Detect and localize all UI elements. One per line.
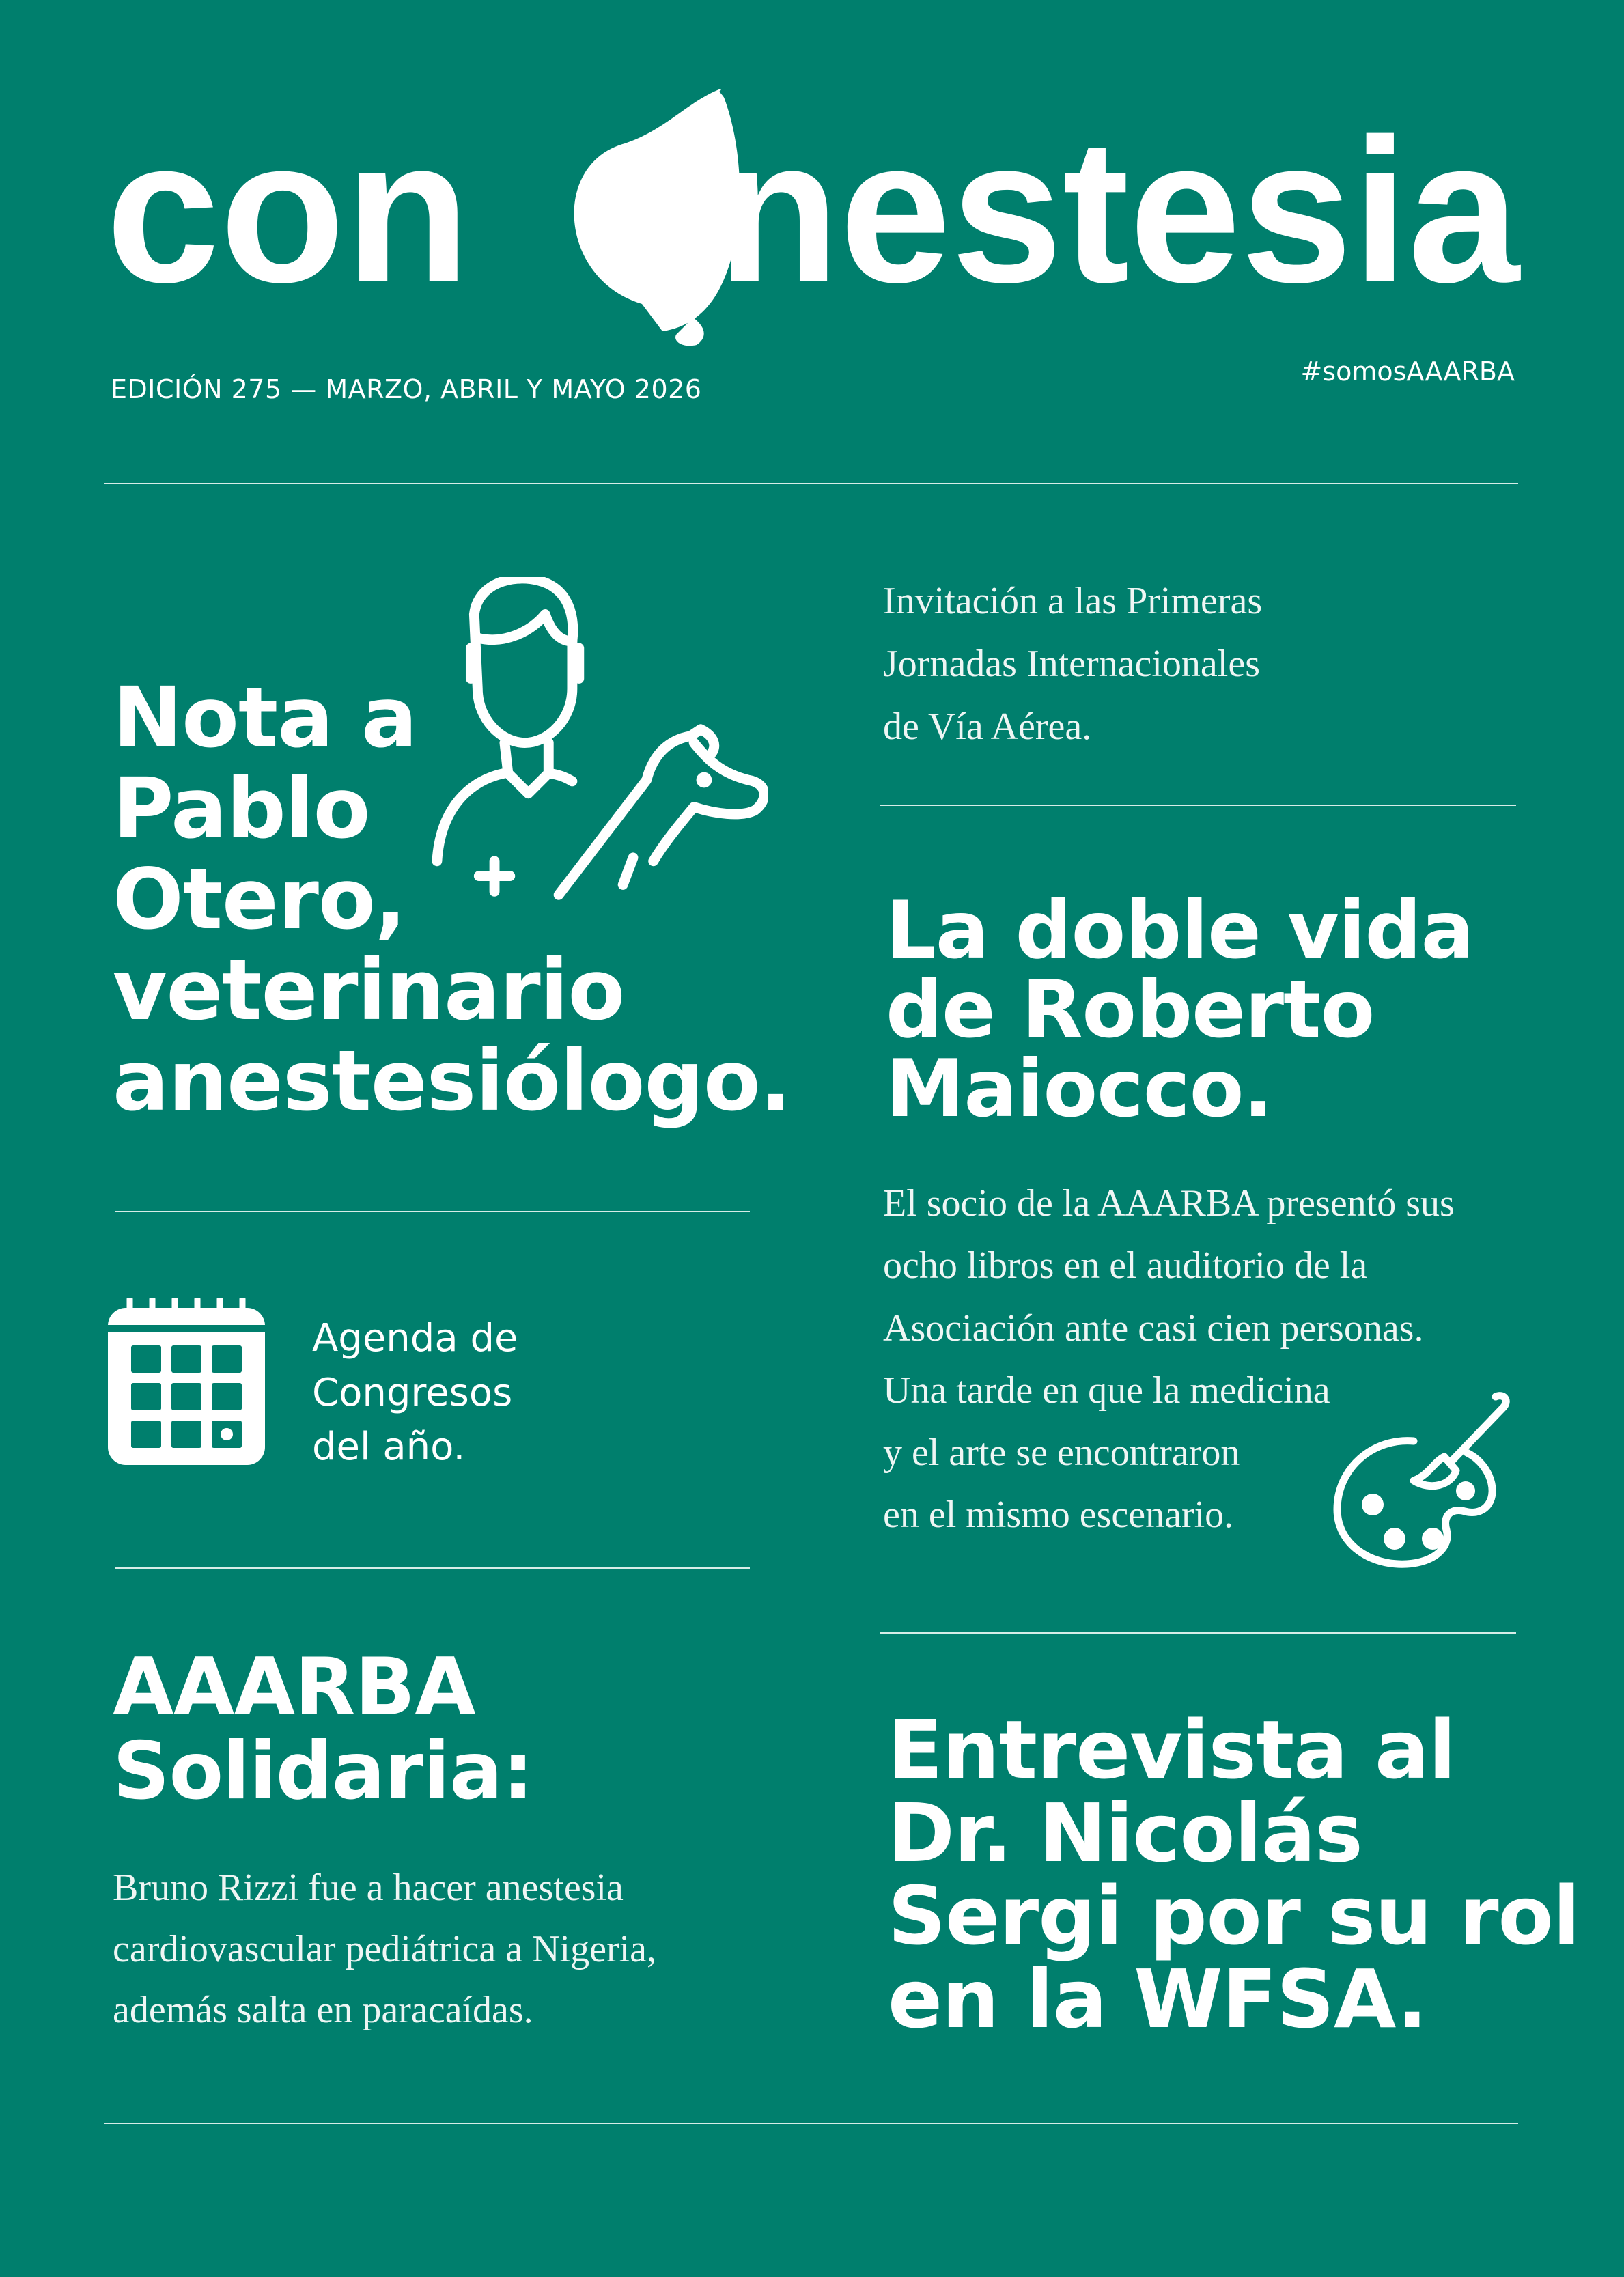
divider-right-2 [880,1632,1516,1634]
doble-vida-title-line: de Roberto [886,964,1375,1056]
entrevista-title-line: Sergi por su rol [888,1869,1580,1964]
calendar-icon [108,1298,265,1465]
veterinarian-with-dog-icon [430,577,768,915]
divider-top [104,483,1518,484]
invitation-line: Invitación a las Primeras [883,580,1263,622]
agenda-line: del año. [312,1425,466,1470]
doble-vida-text-line: El socio de la AAARBA presentó sus [883,1182,1455,1225]
doble-vida-text-line: Asociación ante casi cien personas. [883,1307,1424,1350]
edition-label: EDICIÓN 275 — MARZO, ABRIL Y MAYO 2026 [111,374,702,404]
doble-vida-text-line: y el arte se encontraron [883,1431,1240,1475]
divider-right-1 [880,805,1516,806]
invitation-link[interactable] [883,570,1262,758]
pablo-title-line: Otero, [113,850,406,948]
logo-svg [106,96,1521,348]
doble-vida-text-line: en el mismo escenario. [883,1494,1234,1537]
doble-vida-text-line: Una tarde en que la medicina [883,1369,1330,1412]
divider-left-1 [115,1211,750,1212]
agenda-line: Congresos [312,1370,513,1415]
pablo-title-line: anestesiólogo. [113,1032,791,1130]
agenda-link[interactable] [312,1311,518,1475]
agenda-line: Agenda de [312,1316,518,1360]
invitation-line: de Vía Aérea. [883,705,1092,748]
solidaria-text-line: además salta en paracaídas. [113,1989,533,2032]
doble-vida-title-line: La doble vida [886,884,1474,977]
brand-text-right: nestesia [717,96,1521,325]
masthead-logo [106,96,1521,348]
solidaria-text-line: cardiovascular pediátrica a Nigeria, [113,1927,657,1970]
solidaria-title[interactable] [113,1641,533,1817]
pablo-title-line: Pablo [113,759,370,857]
paint-palette-icon [1332,1390,1513,1571]
solidaria-title-line: AAARBA [113,1641,475,1733]
doble-vida-title-line: Maiocco. [886,1043,1273,1135]
solidaria-text-line: Bruno Rizzi fue a hacer anestesia [113,1867,624,1909]
doble-vida-title[interactable] [886,884,1474,1135]
entrevista-title-line: en la WFSA. [888,1951,1427,2046]
entrevista-title[interactable] [888,1703,1580,2046]
hashtag-label: #somosAAARBA [1300,357,1515,387]
pablo-title-line: veterinario [113,941,625,1039]
solidaria-title-line: Solidaria: [113,1724,533,1817]
solidaria-text [113,1858,656,2041]
divider-bottom [104,2123,1518,2124]
brand-text-left: con [106,96,471,325]
entrevista-title-line: Dr. Nicolás [888,1785,1362,1880]
pablo-title-line: Nota a [113,669,417,766]
doble-vida-text-line: ocho libros en el auditorio de la [883,1244,1368,1287]
invitation-line: Jornadas Internacionales [883,642,1260,685]
divider-left-2 [115,1567,750,1569]
entrevista-title-line: Entrevista al [888,1703,1456,1797]
